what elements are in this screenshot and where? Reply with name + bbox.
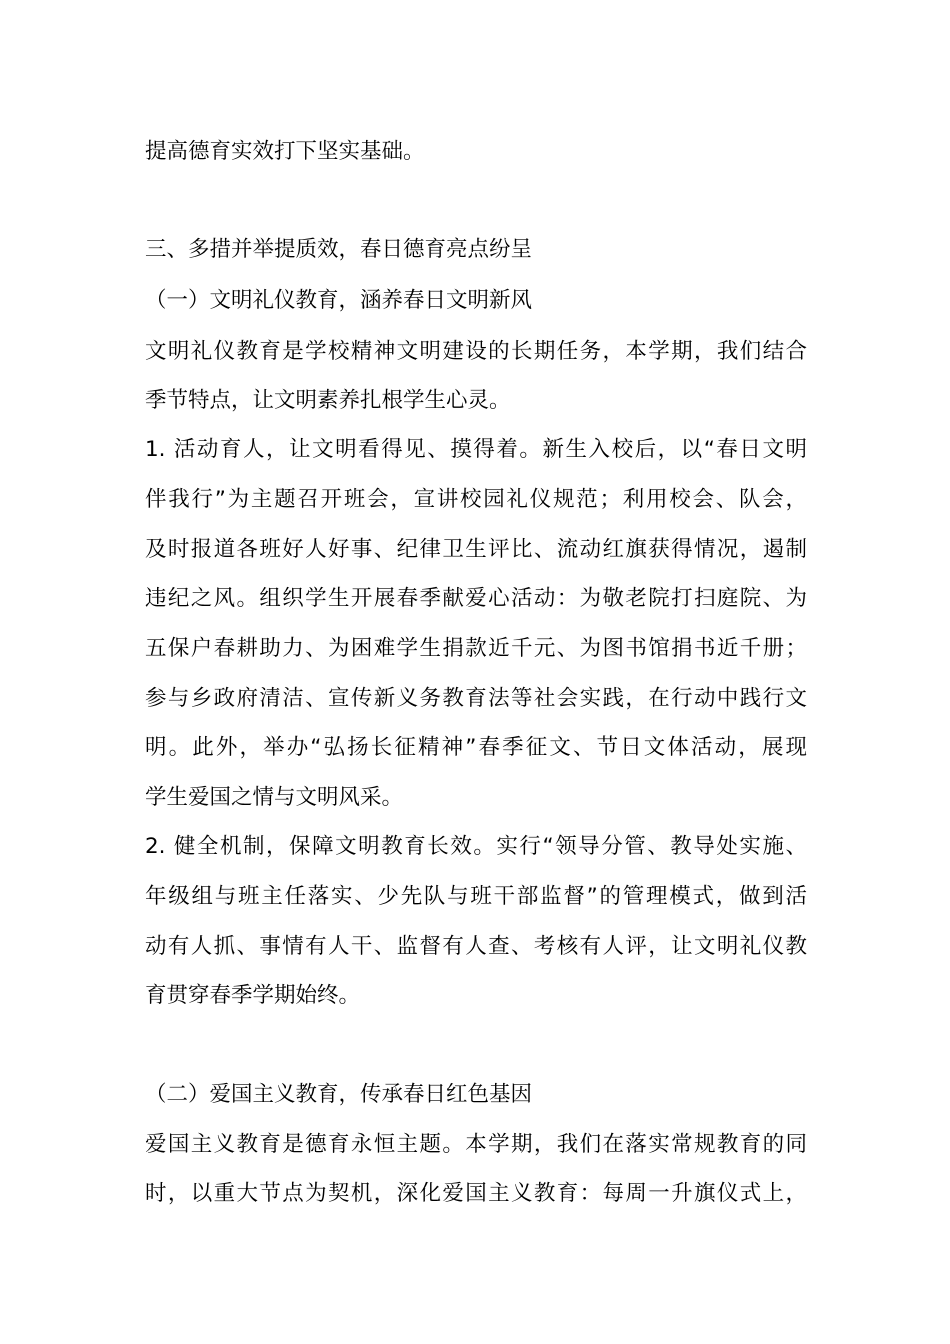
subsection-heading: （二）爱国主义教育，传承春日红色基因 — [145, 1082, 533, 1107]
paragraph-line: 及时报道各班好人好事、纪律卫生评比、流动红旗获得情况，遏制 — [145, 537, 807, 562]
paragraph-line: 参与乡政府清洁、宣传新义务教育法等社会实践，在行动中践行文 — [145, 686, 807, 711]
paragraph-line: 文明礼仪教育是学校精神文明建设的长期任务，本学期，我们结合 — [145, 339, 807, 364]
subsection-heading: （一）文明礼仪教育，涵养春日文明新风 — [145, 288, 533, 313]
paragraph-line: 育贯穿春季学期始终。 — [145, 983, 361, 1008]
paragraph-line: 学生爱国之情与文明风采。 — [145, 785, 404, 810]
paragraph-line: 违纪之风。组织学生开展春季献爱心活动：为敬老院打扫庭院、为 — [145, 586, 807, 611]
paragraph-line: 1. 活动育人，让文明看得见、摸得着。新生入校后，以“春日文明 — [145, 437, 807, 462]
paragraph-line: 提高德育实效打下坚实基础。 — [145, 139, 425, 164]
paragraph-line: 年级组与班主任落实、少先队与班干部监督”的管理模式，做到活 — [145, 884, 807, 909]
section-heading: 三、多措并举提质效，春日德育亮点纷呈 — [145, 237, 533, 262]
paragraph-line: 伴我行”为主题召开班会，宣讲校园礼仪规范；利用校会、队会， — [145, 487, 807, 512]
paragraph-line: 动有人抓、事情有人干、监督有人查、考核有人评，让文明礼仪教 — [145, 934, 807, 959]
paragraph-line: 季节特点，让文明素养扎根学生心灵。 — [145, 388, 511, 413]
paragraph-line: 爱国主义教育是德育永恒主题。本学期，我们在落实常规教育的同 — [145, 1132, 807, 1157]
paragraph-line: 时，以重大节点为契机，深化爱国主义教育：每周一升旗仪式上， — [145, 1181, 807, 1206]
paragraph-line: 2. 健全机制，保障文明教育长效。实行“领导分管、教导处实施、 — [145, 834, 807, 859]
paragraph-line: 明。此外，举办“弘扬长征精神”春季征文、节日文体活动，展现 — [145, 735, 807, 760]
paragraph-line: 五保户春耕助力、为困难学生捐款近千元、为图书馆捐书近千册； — [145, 636, 807, 661]
